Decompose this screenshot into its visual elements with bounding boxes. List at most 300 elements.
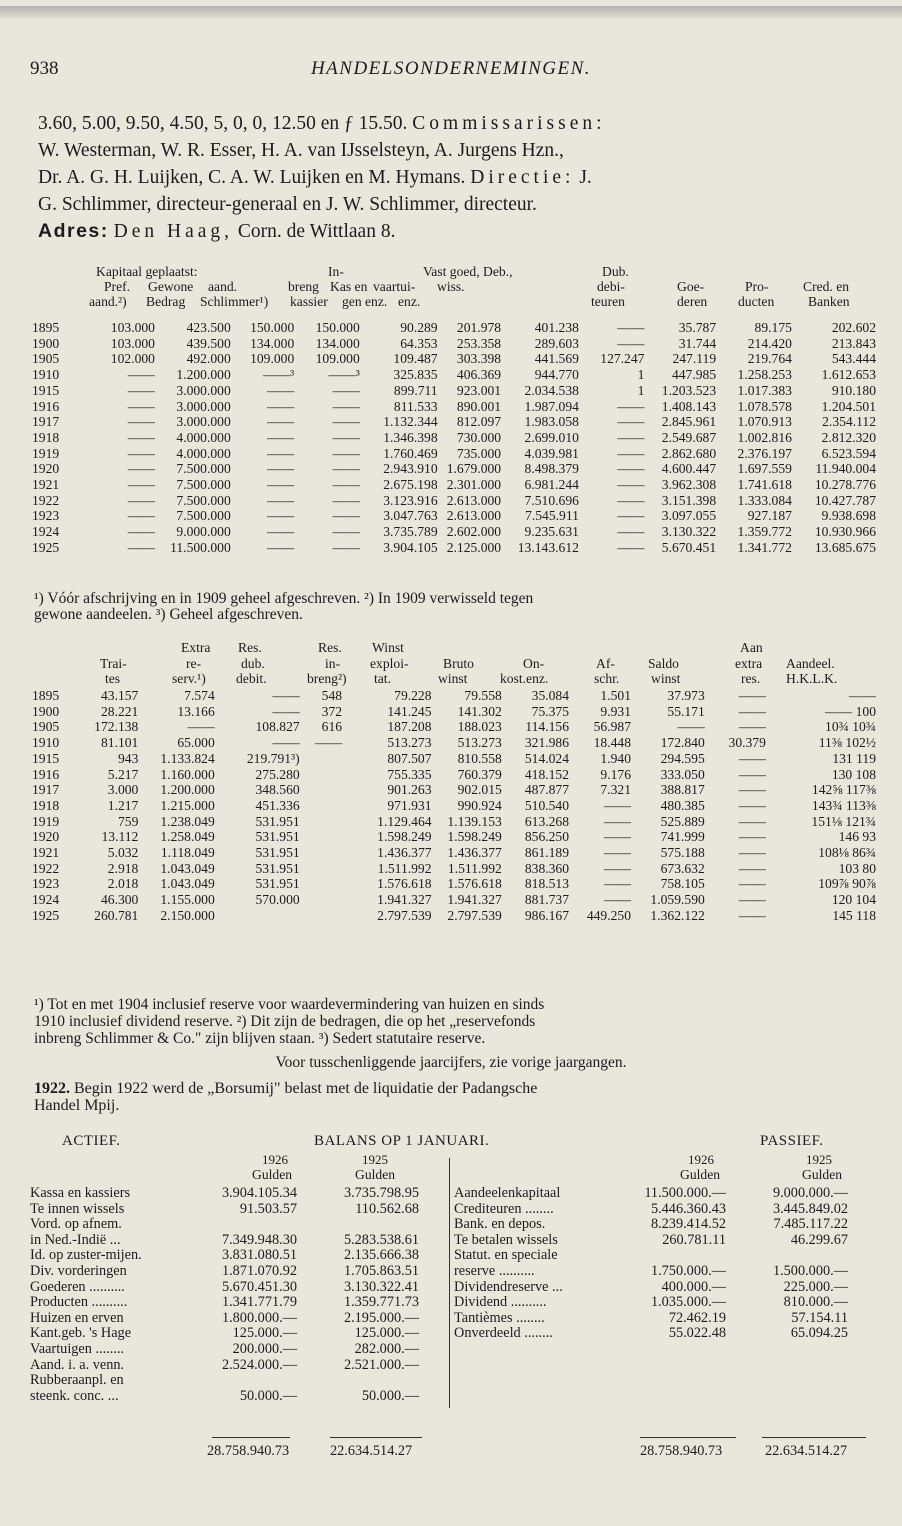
value-cell: 247.119: [672, 351, 717, 367]
value-cell: 1.359.772: [737, 524, 792, 540]
table-row: [30, 367, 878, 383]
value-cell: ——: [738, 829, 766, 845]
balance-amount: 57.154.11: [791, 1309, 848, 1326]
value-cell: 1.436.377: [377, 845, 432, 861]
t1-head-gewone: Gewone: [148, 279, 194, 294]
balance-label: Goederen ..........: [30, 1278, 125, 1295]
balance-amount: 3.904.105.34: [221, 1185, 297, 1201]
value-cell: 1.362.122: [650, 907, 705, 923]
t2-head-kost: kost.enz.: [500, 671, 549, 686]
t1-head-breng: breng: [288, 279, 319, 294]
value-cell: 4.000.000: [176, 445, 231, 461]
value-cell: 1.078.578: [737, 398, 792, 414]
table-row: [30, 892, 878, 908]
value-cell: 2.675.198: [383, 477, 438, 493]
value-cell: 35.084: [531, 688, 570, 703]
value-cell: 89.175: [754, 320, 792, 335]
value-cell: 570.000: [255, 892, 300, 908]
t1-head-aand2: aand.²): [89, 294, 127, 309]
value-cell: 1.070.913: [737, 414, 792, 430]
value-cell: 79.228: [394, 688, 432, 703]
balance-actief-title: ACTIEF.: [62, 1133, 121, 1149]
note-1922-line-2: Handel Mpij.: [34, 1097, 120, 1114]
value-cell: 514.024: [524, 750, 570, 766]
balance-label: Statut. en speciale: [454, 1247, 558, 1264]
t1-head-genenz: gen enz.: [342, 294, 388, 309]
balance-amount: 1.500.000.—: [772, 1262, 848, 1279]
note-1922-line-1: [34, 1080, 537, 1097]
value-cell: ——: [314, 735, 343, 751]
balance-label: Aand. i. a. venn.: [30, 1356, 125, 1373]
value-cell: 531.951: [255, 860, 300, 876]
value-cell: 8.498.379: [524, 461, 579, 477]
value-cell: 927.187: [747, 508, 792, 524]
t2-head-serv: serv.¹): [172, 671, 206, 686]
value-cell: 1.983.058: [524, 414, 579, 430]
value-cell: 513.273: [387, 735, 432, 751]
value-cell: ——: [127, 429, 155, 445]
value-cell: 613.268: [524, 813, 570, 829]
balance-amount: 50.000.—: [361, 1387, 419, 1404]
value-cell: [302, 892, 344, 908]
value-cell: 531.951: [255, 876, 300, 892]
value-cell: 1.017.383: [737, 382, 792, 398]
balance-title: BALANS OP 1 JANUARI.: [314, 1133, 490, 1149]
value-cell: 1.940: [600, 750, 632, 766]
value-cell: 11.940.004: [815, 461, 876, 477]
value-cell: 1.258.253: [737, 367, 792, 383]
value-cell: 108⅛ 86¾: [818, 845, 876, 861]
balance-amount: 8.239.414.52: [650, 1216, 726, 1233]
year-cell: 1921: [32, 477, 60, 493]
value-cell: 219.791³): [246, 750, 300, 766]
t2-head-aandeel: Aandeel.: [786, 656, 835, 671]
balance-amount: 260.781.11: [662, 1231, 726, 1248]
table-row: [30, 351, 878, 367]
value-cell: 79.558: [464, 688, 502, 703]
balance-label: Bank. en depos.: [454, 1216, 546, 1233]
balance-amount: 5.446.360.43: [650, 1200, 726, 1217]
value-cell: 7.574: [184, 688, 215, 703]
intermediate-years-note: Voor tusschenliggende jaarcijfers, zie vorige jaargangen.: [275, 1054, 627, 1071]
balance-amount: 91.503.57: [239, 1200, 297, 1217]
year-cell: 1918: [32, 797, 60, 813]
year-cell: 1915: [32, 750, 60, 766]
value-cell: 143¾ 113⅜: [811, 797, 876, 813]
balance-amount: 2.135.666.38: [343, 1247, 419, 1264]
actief-unit-b: Gulden: [355, 1167, 396, 1182]
balance-label: Producten ..........: [30, 1294, 128, 1311]
value-cell: ——: [267, 461, 295, 477]
value-cell: 899.711: [393, 382, 438, 398]
value-cell: 673.632: [660, 860, 705, 876]
year-cell: 1895: [32, 688, 60, 703]
value-cell: ——: [617, 335, 645, 351]
t2-head-on: On-: [523, 656, 545, 671]
balance-amount: 110.562.68: [355, 1200, 419, 1217]
intro-line-2: W. Westerman, W. R. Esser, H. A. van IJsselsteyn, A. Jurgens Hzn.,: [38, 140, 564, 161]
value-cell: 423.500: [186, 320, 231, 335]
value-cell: 758.105: [660, 876, 705, 892]
t1-head-pro: Pro-: [745, 279, 769, 294]
balance-amount: 5.283.538.61: [343, 1231, 419, 1248]
value-cell: [302, 876, 344, 892]
t2-head-extra: Extra: [181, 640, 211, 655]
value-cell: 812.097: [456, 414, 502, 430]
value-cell: [302, 908, 344, 924]
table-row: [30, 908, 878, 924]
note-1922-text: Begin 1922 werd de „Borsumij" belast met de liquidatie der Padangsche: [74, 1080, 538, 1097]
value-cell: 1.598.249: [447, 829, 502, 845]
value-cell: 294.595: [660, 750, 705, 766]
balance-row: [452, 1280, 850, 1296]
t1-head-kasen: Kas en: [330, 279, 368, 294]
balance-row: [28, 1217, 421, 1233]
t1-head-bedrag: Bedrag: [146, 294, 186, 309]
year-cell: 1924: [32, 892, 60, 908]
value-cell: ——: [127, 398, 155, 414]
value-cell: 7.500.000: [176, 477, 231, 493]
value-cell: ——: [267, 429, 295, 445]
t1-head-banken: Banken: [808, 294, 850, 309]
value-cell: ——: [332, 382, 360, 398]
value-cell: 1.346.398: [383, 429, 438, 445]
value-cell: ——: [617, 320, 645, 335]
table-row: [30, 704, 878, 720]
t1-head-aand: aand.: [208, 279, 238, 294]
balance-amount: 1.705.863.51: [343, 1262, 419, 1279]
value-cell: 10.278.776: [814, 477, 876, 493]
balance-label: Kant.geb. 's Hage: [30, 1325, 132, 1342]
year-cell: 1918: [32, 429, 60, 445]
table-row: [30, 446, 878, 462]
balance-amount: 1.035.000.—: [650, 1294, 726, 1311]
t1-head-kassier: kassier: [290, 294, 328, 309]
value-cell: 1.501: [600, 688, 632, 703]
value-cell: 3.000.000: [176, 382, 231, 398]
balance-label: Vaartuigen ........: [30, 1340, 125, 1357]
balance-amount: 1.800.000.—: [221, 1309, 297, 1326]
value-cell: 187.208: [387, 719, 432, 735]
t2-head-aan: Aan: [740, 640, 763, 655]
value-cell: 102.000: [110, 351, 155, 367]
value-cell: 46.300: [100, 892, 139, 908]
balance-label: Te innen wissels: [30, 1200, 125, 1217]
balance-amount: 50.000.—: [239, 1387, 297, 1404]
value-cell: 13.112: [101, 829, 139, 845]
value-cell: 134.000: [250, 335, 295, 351]
value-cell: 2.354.112: [822, 414, 876, 430]
table-row: [30, 383, 878, 399]
passief-year-a: 1926: [688, 1152, 714, 1167]
year-cell: 1919: [32, 445, 60, 461]
balance-row: [452, 1326, 850, 1342]
value-cell: 10¾ 10¾: [825, 719, 876, 735]
value-cell: 401.238: [534, 320, 579, 335]
value-cell: 3.123.916: [383, 492, 438, 508]
balance-row: [28, 1186, 421, 1202]
value-cell: 142⅝ 117⅜: [811, 782, 876, 798]
value-cell: 109.000: [250, 351, 295, 367]
year-cell: 1895: [32, 320, 60, 335]
value-cell: ——: [127, 508, 155, 524]
t2-head-breng: breng²): [307, 671, 347, 686]
balance-label: Huizen en erven: [30, 1309, 124, 1326]
value-cell: 7.500.000: [176, 492, 231, 508]
t1-footnote-1: ¹) Vóór afschrijving en in 1909 geheel afgeschreven. ²) In 1909 verwisseld tegen: [34, 590, 534, 607]
value-cell: 1.341.772: [737, 539, 792, 555]
balance-row: [28, 1326, 421, 1342]
balance-amount: 3.130.322.41: [343, 1278, 419, 1295]
balance-amount: 5.670.451.30: [221, 1278, 297, 1295]
table-row: [30, 477, 878, 493]
balance-amount: [616, 1248, 728, 1264]
actief-total-rule-b: [330, 1437, 422, 1438]
balance-row: [452, 1311, 850, 1327]
value-cell: 65.000: [177, 735, 215, 751]
value-cell: 881.737: [524, 892, 570, 908]
balance-row: [28, 1202, 421, 1218]
balance-label: Crediteuren ........: [454, 1200, 554, 1217]
value-cell: ——: [267, 492, 295, 508]
t2-head-tes: tes: [105, 671, 121, 686]
value-cell: ——: [738, 907, 766, 923]
value-cell: 1.408.143: [661, 398, 717, 414]
value-cell: 1.679.000: [446, 461, 502, 477]
value-cell: ——: [617, 461, 645, 477]
balance-label: Aandeelenkapitaal: [454, 1185, 561, 1201]
value-cell: 11⅜ 102½: [818, 735, 876, 751]
value-cell: 2.862.680: [661, 445, 717, 461]
table-row: [30, 336, 878, 352]
t1-head-in: In-: [328, 264, 344, 279]
value-cell: 150.000: [250, 320, 295, 335]
t2-head-tat: tat.: [374, 671, 391, 686]
value-cell: 1.043.049: [160, 860, 215, 876]
balance-passief-title: PASSIEF.: [760, 1133, 824, 1149]
year-cell: 1910: [32, 735, 60, 751]
value-cell: 1.258.049: [160, 829, 215, 845]
value-cell: ——: [332, 414, 360, 430]
table-row: [30, 782, 878, 798]
value-cell: [302, 845, 344, 861]
value-cell: 6.981.244: [524, 477, 579, 493]
table-row: [30, 508, 878, 524]
value-cell: 2.125.000: [446, 539, 502, 555]
value-cell: 1.155.000: [160, 892, 215, 908]
t1-head-wiss: wiss.: [437, 279, 465, 294]
table-row: [30, 320, 878, 336]
t1-head-ducten: ducten: [738, 294, 775, 309]
passief-total-rule-a: [640, 1437, 736, 1438]
value-cell: ——: [617, 539, 645, 555]
balance-row: [28, 1248, 421, 1264]
value-cell: 3.151.398: [661, 492, 717, 508]
year-cell: 1917: [32, 414, 60, 430]
value-cell: 4.600.447: [661, 461, 717, 477]
value-cell: ——: [127, 492, 155, 508]
value-cell: 513.273: [457, 735, 502, 751]
balance-row: [28, 1280, 421, 1296]
value-cell: 735.000: [456, 445, 502, 461]
t2-footnote-2: 1910 inclusief dividend reserve. ²) Dit zijn de bedragen, die op het „reservefonds: [34, 1013, 536, 1030]
year-cell: 1920: [32, 461, 60, 477]
balance-amount: 400.000.—: [661, 1278, 726, 1295]
t2-head-extra2: extra: [735, 656, 763, 671]
year-cell: 1919: [32, 813, 60, 829]
balance-label: Dividendreserve ...: [454, 1278, 563, 1295]
year-cell: 1922: [32, 492, 60, 508]
value-cell: 3.962.308: [661, 477, 717, 493]
value-cell: ——: [127, 382, 155, 398]
value-cell: 2.797.539: [377, 907, 432, 923]
balance-row: [452, 1233, 850, 1249]
value-cell: 1.760.469: [383, 445, 438, 461]
balance-label: reserve ..........: [454, 1262, 535, 1279]
passief-table: [452, 1186, 850, 1342]
running-title: HANDELSONDERNEMINGEN.: [310, 58, 592, 79]
value-cell: ——: [738, 766, 766, 782]
value-cell: 741.999: [660, 829, 705, 845]
value-cell: 325.835: [393, 367, 438, 383]
value-cell: 971.931: [387, 797, 432, 813]
value-cell: [302, 829, 344, 845]
value-cell: ——: [738, 750, 766, 766]
t1-footnote-2: gewone aandeelen. ³) Geheel afgeschreven.: [34, 606, 303, 623]
value-cell: ——: [267, 539, 295, 555]
t2-head-resr: res.: [741, 671, 761, 686]
value-cell: ——: [738, 892, 766, 908]
balance-amount: 2.195.000.—: [343, 1309, 419, 1326]
value-cell: 447.985: [671, 367, 717, 383]
t2-head-hklk: H.K.L.K.: [786, 671, 838, 686]
balance-amount: [299, 1217, 421, 1233]
value-cell: 902.015: [457, 782, 502, 798]
value-cell: ——: [677, 719, 705, 735]
value-cell: 11.500.000: [170, 539, 231, 555]
value-cell: 2.018: [107, 876, 139, 892]
balance-row: [452, 1264, 850, 1280]
year-cell: 1916: [32, 766, 60, 782]
value-cell: 388.817: [660, 782, 705, 798]
t2-head-trai: Trai-: [100, 656, 127, 671]
value-cell: 1.941.327: [377, 892, 432, 908]
value-cell: ——: [272, 735, 300, 751]
value-cell: 3.000.000: [176, 414, 231, 430]
value-cell: ——: [738, 813, 766, 829]
balance-amount: 200.000.—: [232, 1340, 297, 1357]
value-cell: ——: [738, 797, 766, 813]
table-row: [30, 861, 878, 877]
value-cell: ——: [617, 398, 645, 414]
t2-head-swinst: winst: [651, 671, 681, 686]
value-cell: 260.781: [94, 907, 139, 923]
value-cell: 2.918: [107, 860, 139, 876]
value-cell: 2.812.320: [821, 429, 876, 445]
value-cell: ——: [738, 782, 766, 798]
balance-amount: 282.000.—: [354, 1340, 419, 1357]
value-cell: 1.598.249: [377, 829, 432, 845]
value-cell: ——: [332, 477, 360, 493]
intro-line-4: G. Schlimmer, directeur-generaal en J. W. Schlimmer, directeur.: [38, 194, 537, 215]
t2-head-bruto: Bruto: [443, 656, 474, 671]
value-cell: 114.156: [525, 719, 570, 735]
value-cell: 810.558: [457, 750, 502, 766]
t1-head-dub: Dub.: [602, 264, 629, 279]
balance-amount: 1.871.070.92: [221, 1262, 297, 1279]
value-cell: 1.118.049: [160, 845, 215, 861]
value-cell: 31.744: [678, 335, 717, 351]
value-cell: 2.845.961: [661, 414, 717, 430]
table-row: [30, 399, 878, 415]
value-cell: ——: [267, 477, 295, 493]
value-cell: 730.000: [456, 429, 502, 445]
year-cell: 1916: [32, 398, 60, 414]
value-cell: 109.487: [393, 351, 438, 367]
t2-head-re: re-: [186, 656, 202, 671]
t2-head-bwinst: winst: [438, 671, 468, 686]
value-cell: 1.238.049: [160, 813, 215, 829]
value-cell: 56.987: [593, 719, 632, 735]
value-cell: 13.166: [177, 703, 215, 719]
value-cell: 2.943.910: [383, 461, 438, 477]
balance-label: Dividend ..........: [454, 1294, 547, 1311]
value-cell: 28.221: [100, 703, 139, 719]
value-cell: 1.436.377: [447, 845, 502, 861]
t1-head-pref: Pref.: [104, 279, 131, 294]
t2-head-schr: schr.: [594, 671, 620, 686]
table-row: [30, 735, 878, 751]
adres-street: Corn. de Wittlaan 8.: [237, 221, 396, 242]
table-row: [30, 798, 878, 814]
balance-row: [28, 1373, 421, 1389]
value-cell: 109⅞ 90⅞: [818, 876, 876, 892]
value-cell: ——: [617, 414, 645, 430]
value-cell: 943: [117, 750, 139, 766]
value-cell: 1.576.618: [377, 876, 432, 892]
value-cell: 1: [637, 367, 645, 383]
value-cell: 1.200.000: [160, 782, 215, 798]
value-cell: 760.379: [457, 766, 502, 782]
year-cell: 1917: [32, 782, 60, 798]
value-cell: 289.603: [534, 335, 579, 351]
value-cell: 1.333.084: [737, 492, 792, 508]
table-row: [30, 524, 878, 540]
table-row: [30, 414, 878, 430]
balance-row: [452, 1186, 850, 1202]
value-cell: 990.924: [457, 797, 502, 813]
dividend-values: 3.60, 5.00, 9.50, 4.50, 5, 0, 0, 12.50 en ƒ 15.50.: [38, 113, 408, 134]
value-cell: 575.188: [660, 845, 705, 861]
t2-footnote-1: ¹) Tot en met 1904 inclusief reserve voor waardevermindering van huizen en sinds: [34, 996, 545, 1013]
balance-amount: 125.000.—: [232, 1325, 297, 1342]
balance-row: [28, 1389, 421, 1405]
value-cell: 2.613.000: [446, 492, 502, 508]
value-cell: ——³: [262, 367, 295, 383]
balance-row: [28, 1342, 421, 1358]
value-cell: 103.000: [110, 335, 155, 351]
value-cell: ——: [332, 461, 360, 477]
value-cell: 2.602.000: [446, 524, 502, 540]
table-row: [30, 493, 878, 509]
value-cell: [217, 908, 302, 924]
value-cell: 9.235.631: [524, 524, 579, 540]
value-cell: 548: [321, 688, 343, 703]
value-cell: 131 119: [832, 750, 876, 766]
value-cell: 2.376.197: [737, 445, 792, 461]
value-cell: [302, 782, 344, 798]
value-cell: 348.560: [255, 782, 300, 798]
